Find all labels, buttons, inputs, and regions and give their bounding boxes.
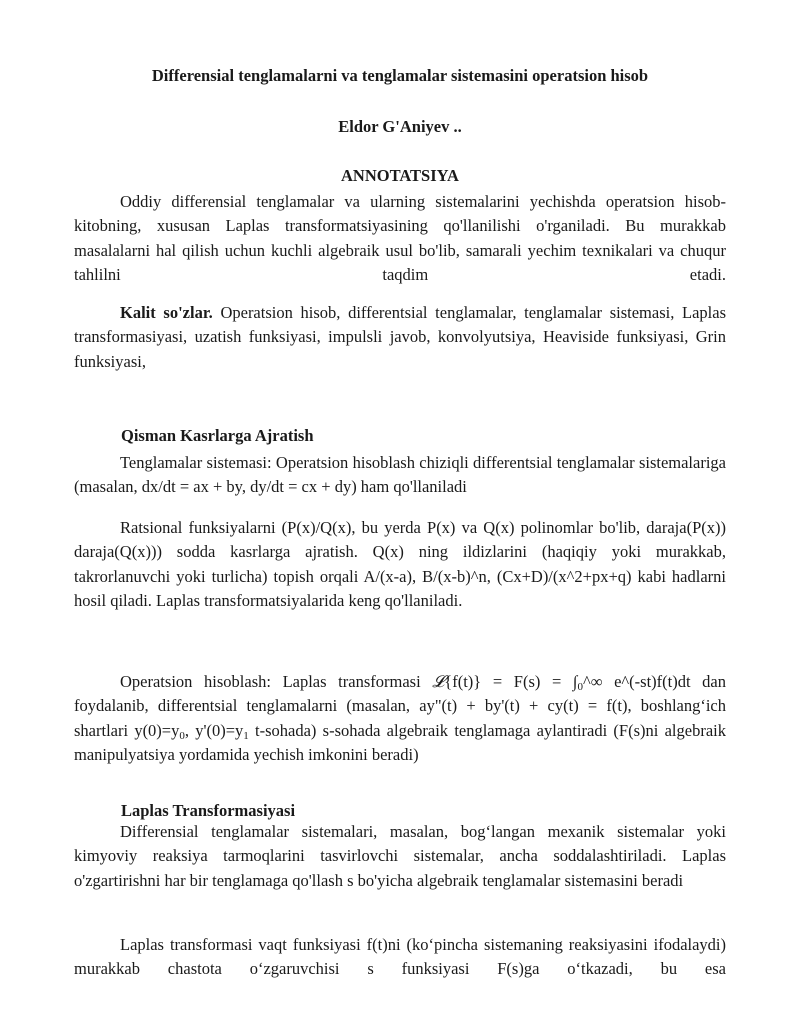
section-heading-laplas: Laplas Transformasiyasi xyxy=(121,801,296,820)
section1-paragraph-2: Ratsional funksiyalarni (P(x)/Q(x), bu yerda P(x) va Q(x) polinomlar bo'lib, daraja(P(x)) daraja(Q(x))) sodda kasrlarga ajratish. Q(x) ning ildizlarini (haqiqiy yoki murakkab, takrorlanuvchi yoki turlicha) topish orqali A/(x-a), B/(x-b)^n, (Cx+D)/(x^2+px+q) kabi hadlarni hosil qiladi. Laplas transformatsiyalarida keng qo'llaniladi. xyxy=(74,518,726,610)
p3-text-b: {f(t)} = F(s) = ∫ xyxy=(444,672,578,691)
y1-subscript: 1 xyxy=(243,729,249,742)
p3-text-c: ^∞ e^(-st)f(t)dt dan foydalanib, differentsial tenglamalarni (masalan, ay"(t) + by'(t) + cy(t) = f(t), boshlang‘ich shartlari y(0)=y xyxy=(74,672,726,740)
abstract-paragraph: Oddiy differensial tenglamalar va ularning sistemalarini yechishda operatsion hisob-kitobning, xususan Laplas transformatsiyasining qo'llanilishi o'rganiladi. Bu murakkab masalalarni hal qilish uchun kuchli algebraik usul bo'lib, samarali yechim texnikalari va chuqur tahlilni taqdim etadi. xyxy=(74,192,726,284)
author-name: Eldor G'Aniyev .. xyxy=(338,117,462,136)
section2-paragraph-1: Differensial tenglamalar sistemalari, masalan, bog‘langan mexanik sistemalar yoki kimyoviy reaksiya tarmoqlarini tasvirlovchi sistemalar, ancha soddalashtiriladi. Laplas o'zgartirishni har bir tenglamaga qo'llash s bo'yicha algebraik tenglamalar sistemasini beradi xyxy=(74,822,726,890)
keywords-label: Kalit so'zlar. xyxy=(120,303,213,322)
p3-text-e: t-sohada) s-sohada algebraik tenglamaga aylantiradi (F(s)ni algebraik manipulyatsiya yordamida yechish imkonini beradi) xyxy=(74,720,726,764)
document-title: Differensial tenglamalarni va tenglamalar sistemasini operatsion hisob xyxy=(151,66,649,85)
section2-paragraph-2: Laplas transformasi vaqt funksiyasi f(t)ni (ko‘pincha sistemaning reaksiyasini ifodalaydi) murakkab chastota o‘zgaruvchisi s funksiyasi F(s)ga o‘tkazadi, bu esa xyxy=(74,935,726,979)
keywords-text: Operatsion hisob, differentsial tenglamalar, tenglamalar sistemasi, Laplas transformasiyasi, uzatish funksiyasi, impulsli javob, konvolyutsiya, Heaviside funksiyasi, Grin funksiyasi, xyxy=(74,303,726,371)
section1-paragraph-3 xyxy=(74,670,726,767)
section-heading-qisman: Qisman Kasrlarga Ajratish xyxy=(121,426,314,445)
integral-lower-limit: 0 xyxy=(577,681,583,693)
annotation-heading: ANNOTATSIYA xyxy=(341,166,459,185)
p3-text-d: , y'(0)=y xyxy=(184,720,244,740)
section1-paragraph-1: Tenglamalar sistemasi: Operatsion hisoblash chiziqli differentsial tenglamalar sistemalariga (masalan, dx/dt = ax + by, dy/dt = cx + dy) ham qo'llaniladi xyxy=(74,453,726,497)
p3-text-a: Operatsion hisoblash: Laplas transformasi xyxy=(120,672,433,691)
laplace-script-l: 𝓛 xyxy=(432,672,445,691)
y0-subscript: 0 xyxy=(179,729,185,742)
keywords-paragraph xyxy=(74,301,726,374)
